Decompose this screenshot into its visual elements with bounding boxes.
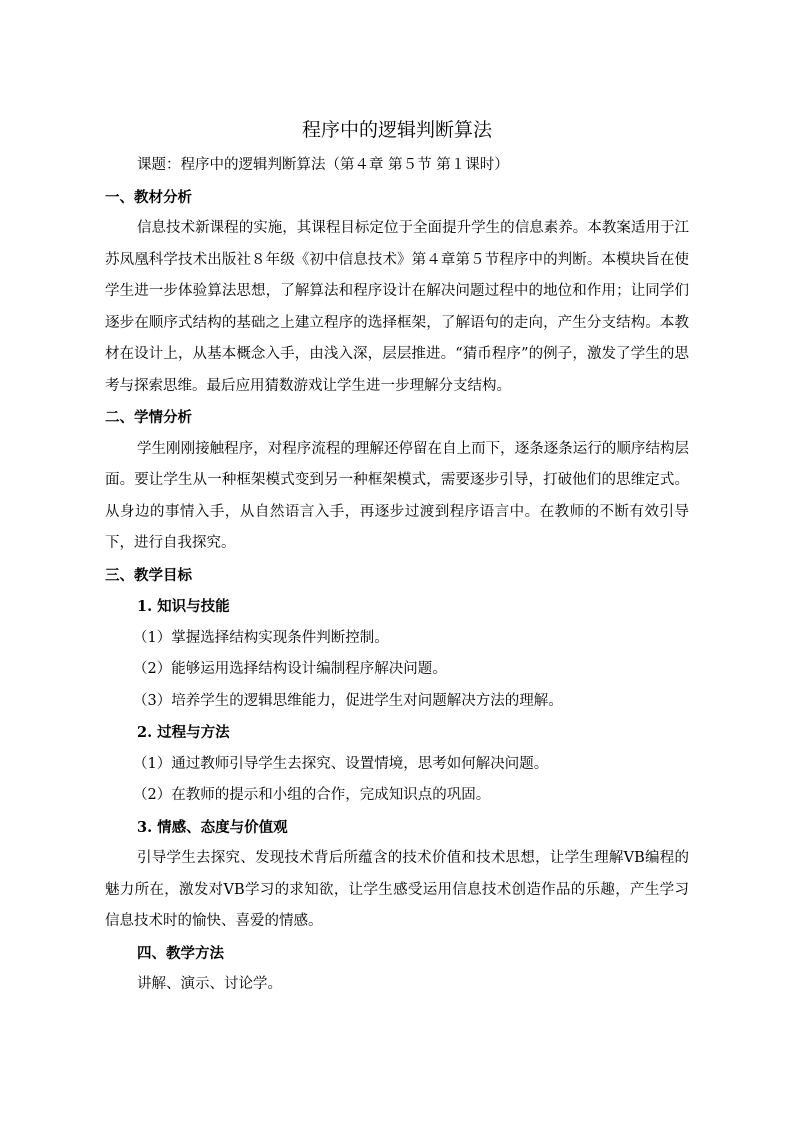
knowledge-item: （2）能够运用选择结构设计编制程序解决问题。: [133, 661, 447, 677]
document-body: [105, 150, 689, 1001]
knowledge-item: （3）培养学生的逻辑思维能力，促进学生对问题解决方法的理解。: [133, 692, 563, 709]
subheading-knowledge-skills: 1. 知识与技能: [137, 598, 230, 615]
document-title: 程序中的逻辑判断算法: [301, 119, 492, 141]
process-item: （1）通过教师引导学生去探究、设置情境，思考如何解决问题。: [133, 755, 549, 772]
subheading-process-method: 2. 过程与方法: [137, 724, 230, 741]
subheading-emotion-values: 3. 情感、态度与价值观: [137, 818, 288, 836]
student-analysis-paragraph: 学生刚刚接触程序，对程序流程的理解还停留在自上而下，逐条逐条运行的顺序结构层面。要让学生从一种框架模式变到另一种框架模式，需要逐步引导，打破他们的思维定式。从身边的事情入手，从自然语言入手，再逐步过渡到程序语言中。在教师的不断有效引导下，进行自我探究。: [105, 440, 689, 551]
subject-line: 课题：程序中的逻辑判断算法（第４章 第５节 第１课时）: [137, 157, 509, 173]
section-heading-student-analysis: 二、学情分析: [105, 409, 192, 426]
knowledge-item: （1）掌握选择结构实现条件判断控制。: [133, 629, 389, 646]
process-item: （2）在教师的提示和小组的合作，完成知识点的巩固。: [133, 787, 491, 803]
teaching-methods-text: 讲解、演示、讨论学。: [137, 976, 282, 992]
emotion-values-paragraph: 引导学生去探究、发现技术背后所蕴含的技术价值和技术思想，让学生理解VB编程的魅力所在，激发对VB学习的求知欲，让学生感受运用信息技术创造作品的乐趣，产生学习信息技术时的愉快、喜爱的情感。: [105, 850, 689, 929]
section-heading-textbook-analysis: 一、教材分析: [105, 188, 192, 206]
section-heading-teaching-methods: 四、教学方法: [137, 944, 224, 962]
textbook-analysis-paragraph: 信息技术新课程的实施，其课程目标定位于全面提升学生的信息素养。本教案适用于江苏凤凰科学技术出版社８年级《初中信息技术》第４章第５节程序中的判断。本模块旨在使学生进一步体验算法思想，了解算法和程序设计在解决问题过程中的地位和作用；让同学们逐步在顺序式结构的基础之上建立程序的选择框架，了解语句的走向，产生分支结构。本教材在设计上，从基本概念入手，由浅入深，层层推进。“猜币程序”的例子，激发了学生的思考与探索思维。最后应用猜数游戏让学生进一步理解分支结构。: [105, 220, 689, 394]
section-heading-teaching-goals: 三、教学目标: [105, 566, 192, 584]
